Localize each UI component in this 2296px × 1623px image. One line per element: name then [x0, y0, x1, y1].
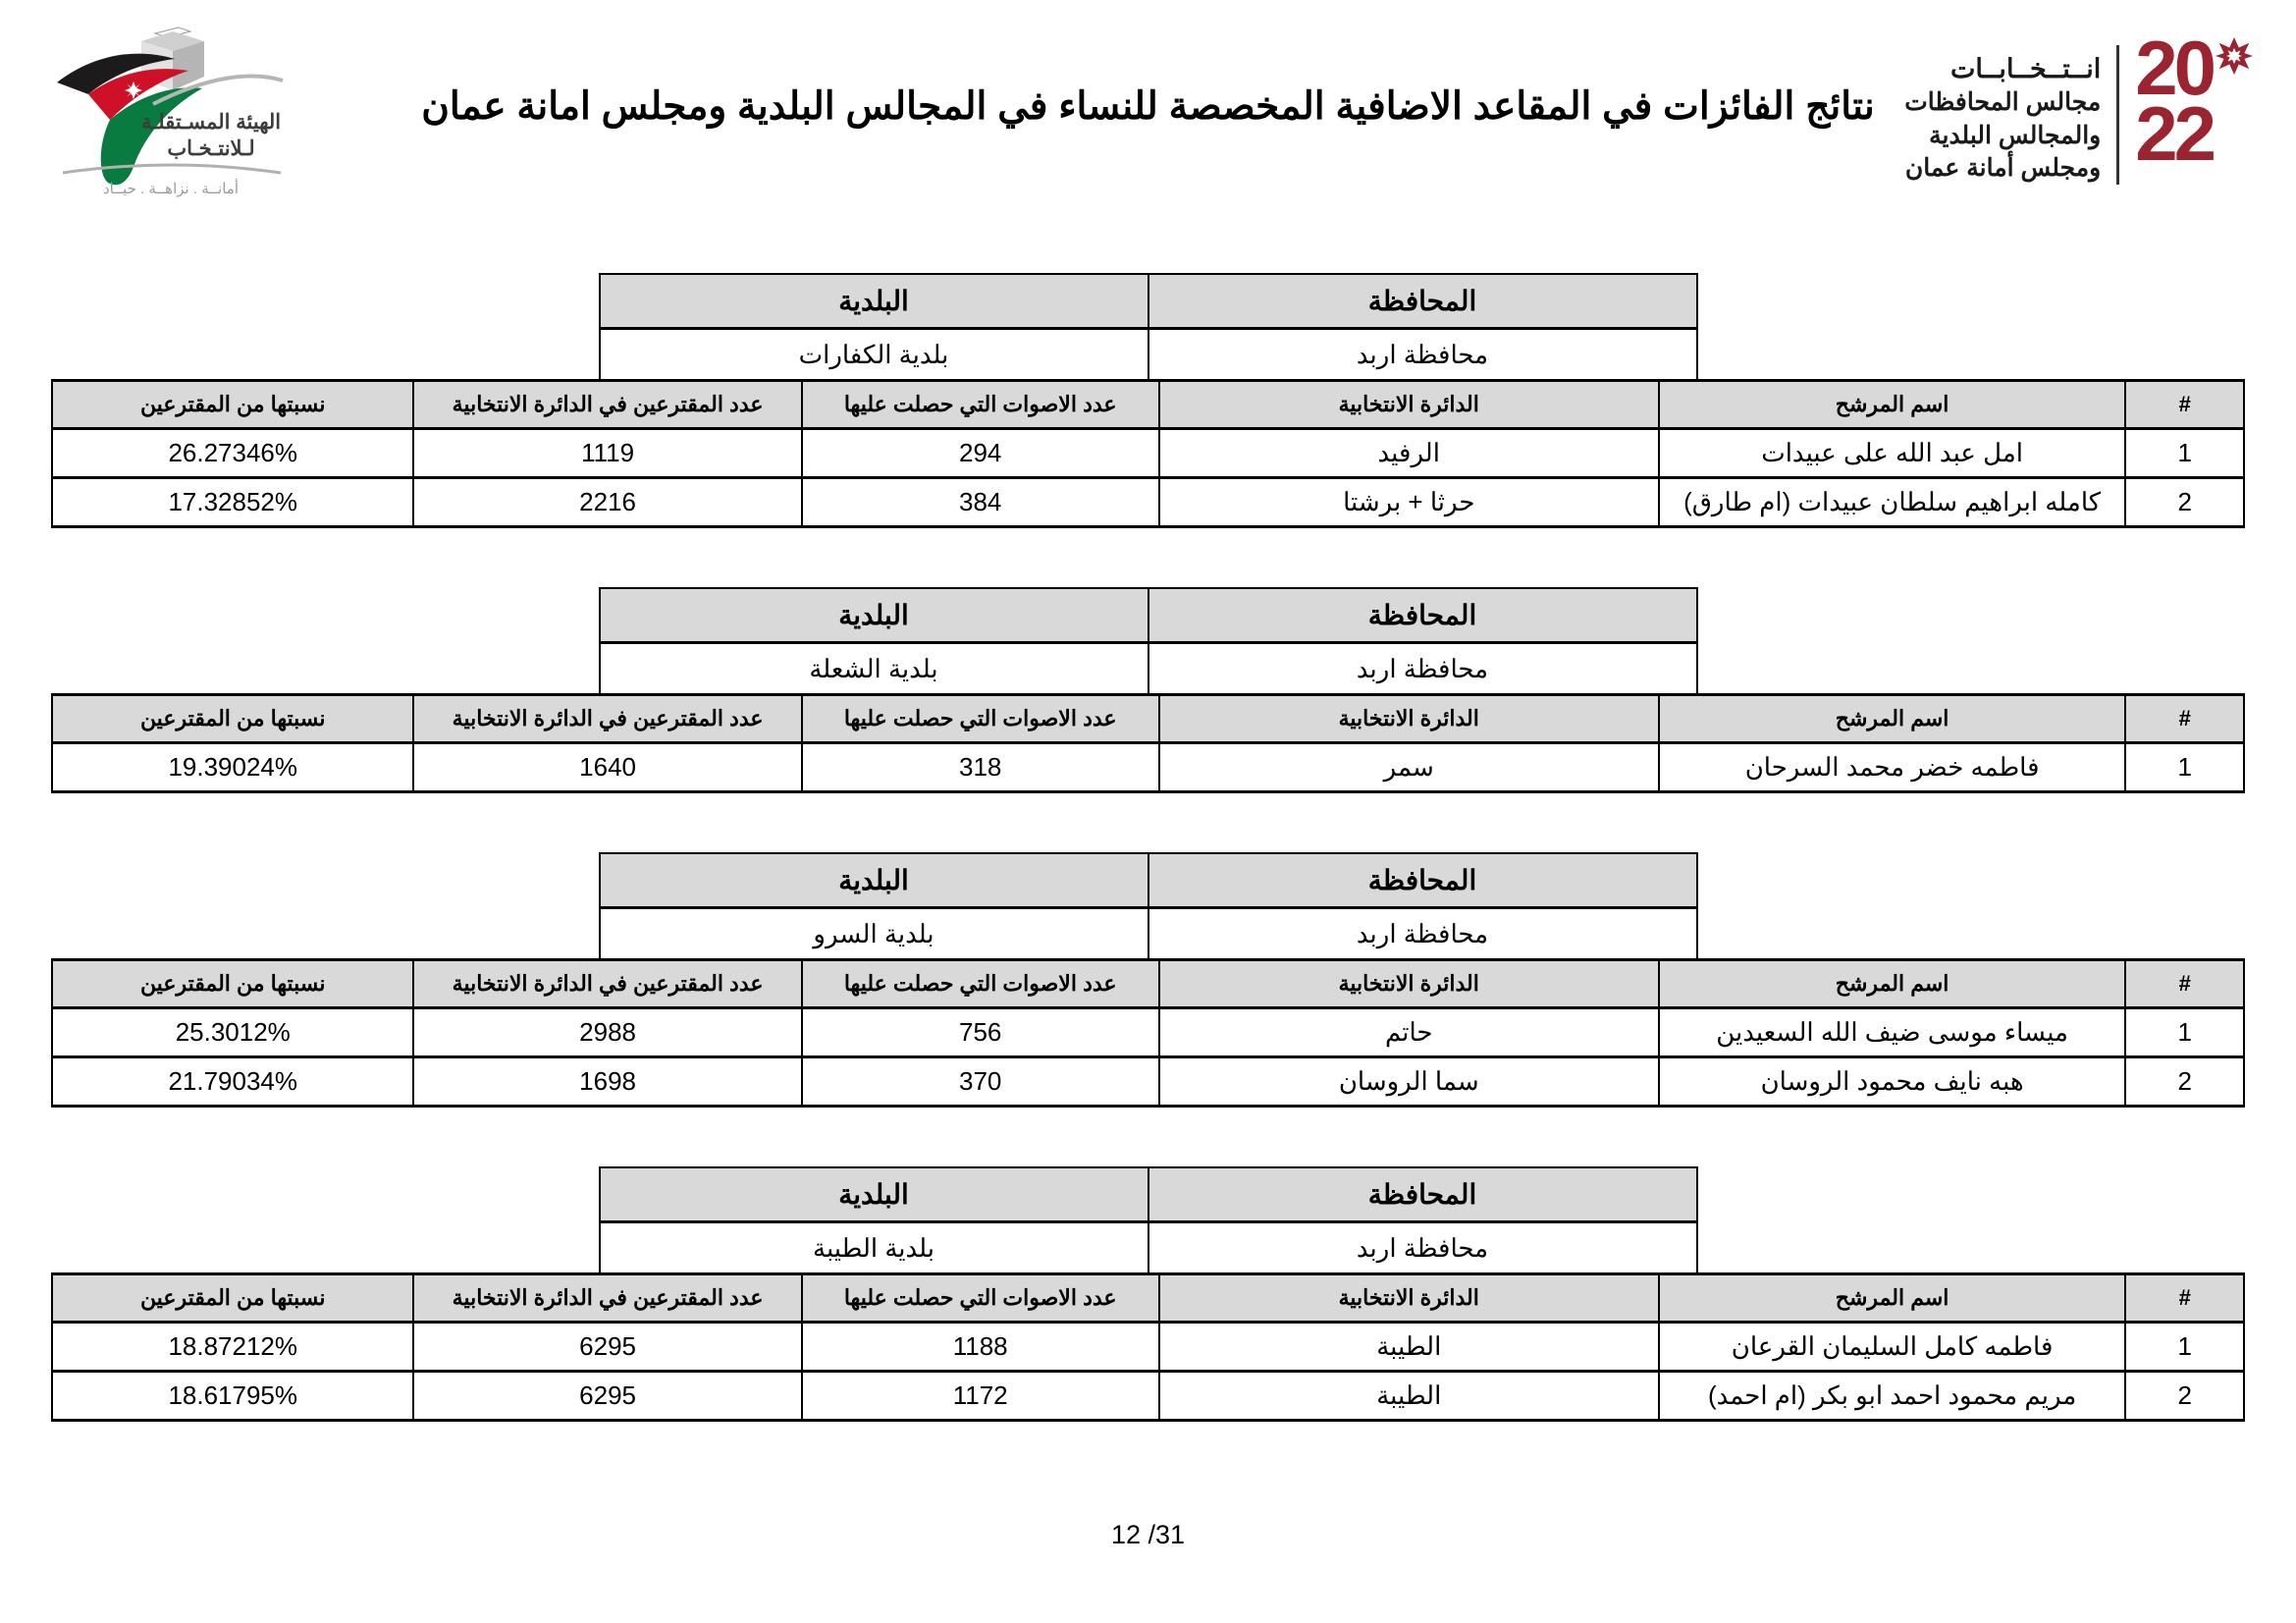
rank-value: 1: [2177, 438, 2192, 467]
page-title: نتائج الفائزات في المقاعد الاضافية المخصصة للنساء في المجالس البلدية ومجلس امانة عمان: [421, 85, 1875, 128]
votes-value: 1188: [952, 1331, 1008, 1361]
year-2022: [2135, 25, 2253, 178]
votes-value: 294: [959, 438, 1002, 467]
column-header-percent: نسبتها من المقترعين: [52, 960, 413, 1008]
votes-cell: [802, 1323, 1159, 1372]
column-header-voters: عدد المقترعين في الدائرة الانتخابية: [413, 695, 801, 743]
candidate-name-cell: ميساء موسى ضيف الله السعيدين: [1659, 1008, 2126, 1057]
municipality-value-cell: بلدية الكفارات: [600, 329, 1148, 380]
votes-value: 384: [959, 487, 1002, 516]
votes-value: 370: [959, 1066, 1002, 1096]
percent-value: 18.61795%: [168, 1380, 298, 1410]
column-header-name: اسم المرشح: [1659, 381, 2126, 429]
column-header-name: اسم المرشح: [1659, 1274, 2126, 1323]
column-header-name: اسم المرشح: [1659, 960, 2126, 1008]
rank-value: 2: [2177, 1380, 2192, 1410]
votes-cell: [802, 478, 1159, 527]
column-header-percent: نسبتها من المقترعين: [52, 1274, 413, 1323]
rank-cell: [2125, 1057, 2244, 1107]
election-logo-line2: مجالس المحافظات: [1904, 88, 2102, 117]
rank-value: 1: [2177, 1017, 2192, 1047]
table-header-row: [52, 695, 2244, 743]
votes-cell: [802, 429, 1159, 478]
governorate-label-cell: المحافظة: [1148, 274, 1697, 329]
governorate-value-cell: محافظة اربد: [1148, 908, 1697, 959]
municipality-label-cell: البلدية: [600, 1167, 1148, 1222]
table-row: [52, 1372, 2244, 1421]
rank-cell: [2125, 478, 2244, 527]
column-header-voters: عدد المقترعين في الدائرة الانتخابية: [413, 381, 801, 429]
voters-cell: [413, 1323, 801, 1372]
district-cell: الطيبة: [1159, 1372, 1659, 1421]
governorate-label-cell: المحافظة: [1148, 853, 1697, 908]
district-cell: سمر: [1159, 743, 1659, 792]
page-number-value: 12 /31: [1110, 1520, 1186, 1549]
votes-cell: [802, 1372, 1159, 1421]
gray-swoosh-bottom: [63, 165, 281, 173]
votes-cell: [802, 743, 1159, 792]
district-cell: حاتم: [1159, 1008, 1659, 1057]
results-table: [51, 958, 2245, 1108]
table-row: [52, 1323, 2244, 1372]
rank-cell: [2125, 429, 2244, 478]
rank-cell: [2125, 1372, 2244, 1421]
municipality-value-cell: بلدية الشعلة: [600, 643, 1148, 694]
percent-value: 18.87212%: [168, 1331, 298, 1361]
results-table: [51, 1272, 2245, 1422]
rank-value: 1: [2177, 1331, 2192, 1361]
voters-value: 2216: [579, 487, 637, 516]
district-cell: سما الروسان: [1159, 1057, 1659, 1107]
candidate-name-cell: امل عبد الله على عبيدات: [1659, 429, 2126, 478]
voters-cell: [413, 429, 801, 478]
logo-divider: [2116, 45, 2119, 185]
rank-value: 2: [2177, 1066, 2192, 1096]
table-row: [52, 429, 2244, 478]
iec-name-line1: الهيئة المسـتقلـة: [140, 111, 282, 134]
table-header-row: [52, 1274, 2244, 1323]
percent-cell: [52, 1323, 413, 1372]
election-2022-logo: [1904, 25, 2253, 186]
column-header-votes: عدد الاصوات التي حصلت عليها: [802, 960, 1159, 1008]
governorate-value-cell: محافظة اربد: [1148, 643, 1697, 694]
votes-value: 318: [959, 752, 1002, 782]
voters-value: 6295: [579, 1331, 637, 1361]
results-table: [51, 693, 2245, 793]
percent-value: 21.79034%: [168, 1066, 298, 1096]
column-header-votes: عدد الاصوات التي حصلت عليها: [802, 1274, 1159, 1323]
column-header-district: الدائرة الانتخابية: [1159, 960, 1659, 1008]
voters-value: 1640: [579, 752, 637, 782]
table-row: [52, 1008, 2244, 1057]
results-section-sarou: [51, 852, 2245, 1108]
table-row: [52, 743, 2244, 792]
votes-value: 756: [959, 1017, 1002, 1047]
table-header-row: [52, 960, 2244, 1008]
column-header-district: الدائرة الانتخابية: [1159, 381, 1659, 429]
table-row: [52, 478, 2244, 527]
percent-value: 17.32852%: [168, 487, 298, 516]
voters-value: 1698: [579, 1066, 637, 1096]
table-row: [52, 1057, 2244, 1107]
column-header-voters: عدد المقترعين في الدائرة الانتخابية: [413, 960, 801, 1008]
percent-cell: [52, 1008, 413, 1057]
election-logo-text: [1904, 37, 2101, 186]
municipality-value-cell: بلدية السرو: [600, 908, 1148, 959]
candidate-name-cell: فاطمه خضر محمد السرحان: [1659, 743, 2126, 792]
municipality-header-table: [599, 852, 1698, 958]
column-header-voters: عدد المقترعين في الدائرة الانتخابية: [413, 1274, 801, 1323]
results-table: [51, 379, 2245, 528]
results-section-shula: [51, 587, 2245, 793]
rank-cell: [2125, 1008, 2244, 1057]
municipality-value-cell: بلدية الطيبة: [600, 1222, 1148, 1273]
column-header-rank: #: [2125, 1274, 2244, 1323]
column-header-rank: #: [2125, 695, 2244, 743]
page-number: [0, 1520, 2296, 1550]
column-header-rank: #: [2125, 960, 2244, 1008]
voters-cell: [413, 1057, 801, 1107]
rank-value: 2: [2177, 487, 2192, 516]
municipality-label-cell: البلدية: [600, 274, 1148, 329]
percent-cell: [52, 478, 413, 527]
rank-cell: [2125, 1323, 2244, 1372]
column-header-votes: عدد الاصوات التي حصلت عليها: [802, 381, 1159, 429]
election-logo-line4: ومجلس أمانة عمان: [1904, 154, 2102, 183]
governorate-value-cell: محافظة اربد: [1148, 1222, 1697, 1273]
column-header-percent: نسبتها من المقترعين: [52, 695, 413, 743]
voters-value: 2988: [579, 1017, 637, 1047]
year-bottom-digits: 22: [2135, 90, 2213, 178]
rank-cell: [2125, 743, 2244, 792]
municipality-label-cell: البلدية: [600, 588, 1148, 643]
percent-cell: [52, 1372, 413, 1421]
governorate-label-cell: المحافظة: [1148, 1167, 1697, 1222]
governorate-value-cell: محافظة اربد: [1148, 329, 1697, 380]
municipality-label-cell: البلدية: [600, 853, 1148, 908]
municipality-header-table: [599, 273, 1698, 379]
percent-value: 25.3012%: [175, 1017, 291, 1047]
column-header-rank: #: [2125, 381, 2244, 429]
rank-value: 1: [2177, 752, 2192, 782]
district-cell: الرفيد: [1159, 429, 1659, 478]
voters-cell: [413, 1372, 801, 1421]
results-section-taybeh: [51, 1166, 2245, 1422]
voters-cell: [413, 743, 801, 792]
percent-cell: [52, 1057, 413, 1107]
column-header-district: الدائرة الانتخابية: [1159, 1274, 1659, 1323]
column-header-name: اسم المرشح: [1659, 695, 2126, 743]
iec-tagline: أمانــة . نزاهــة . حيــاد: [103, 181, 239, 197]
candidate-name-cell: هبه نايف محمود الروسان: [1659, 1057, 2126, 1107]
votes-value: 1172: [952, 1380, 1008, 1410]
percent-cell: [52, 743, 413, 792]
table-header-row: [52, 381, 2244, 429]
percent-cell: [52, 429, 413, 478]
column-header-votes: عدد الاصوات التي حصلت عليها: [802, 695, 1159, 743]
results-section-kufarat: [51, 273, 2245, 528]
percent-value: 26.27346%: [168, 438, 298, 467]
election-logo-line1: انــتــخــابــات: [1949, 54, 2102, 83]
voters-cell: [413, 1008, 801, 1057]
voters-cell: [413, 478, 801, 527]
municipality-header-table: [599, 1166, 1698, 1272]
governorate-label-cell: المحافظة: [1148, 588, 1697, 643]
voters-value: 1119: [581, 438, 635, 467]
district-cell: الطيبة: [1159, 1323, 1659, 1372]
district-cell: حرثا + برشتا: [1159, 478, 1659, 527]
column-header-percent: نسبتها من المقترعين: [52, 381, 413, 429]
voters-value: 6295: [579, 1380, 637, 1410]
municipality-header-table: [599, 587, 1698, 693]
candidate-name-cell: فاطمه كامل السليمان القرعان: [1659, 1323, 2126, 1372]
votes-cell: [802, 1057, 1159, 1107]
election-logo-line3: والمجالس البلدية: [1929, 121, 2102, 149]
candidate-name-cell: مريم محمود احمد ابو بكر (ام احمد): [1659, 1372, 2126, 1421]
iec-name-line2: لـلانتـخـاب: [167, 136, 255, 160]
eight-point-star-icon: [2216, 37, 2253, 75]
column-header-district: الدائرة الانتخابية: [1159, 695, 1659, 743]
year-top-digits: 20: [2135, 25, 2213, 111]
votes-cell: [802, 1008, 1159, 1057]
percent-value: 19.39024%: [168, 752, 298, 782]
candidate-name-cell: كامله ابراهيم سلطان عبيدات (ام طارق): [1659, 478, 2126, 527]
